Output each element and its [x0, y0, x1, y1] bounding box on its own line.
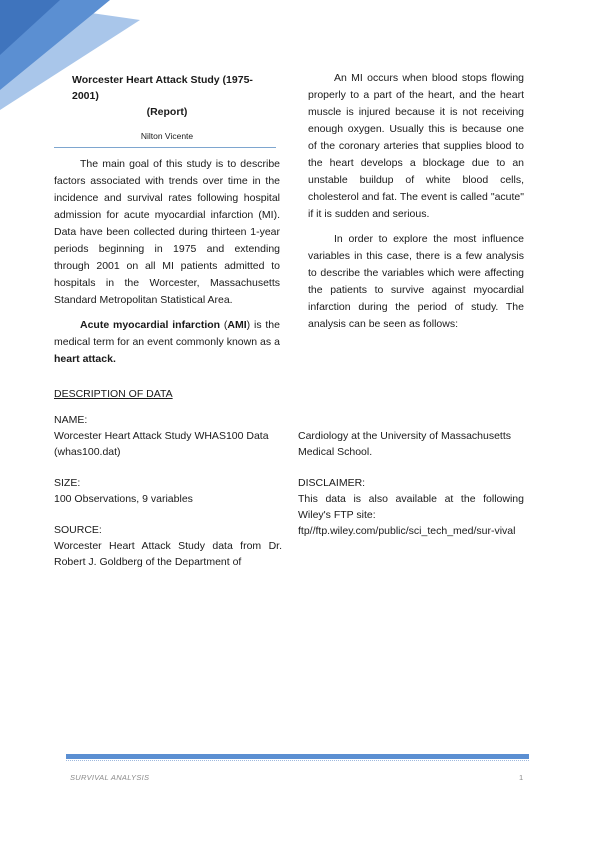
- ami-abbr: AMI: [227, 319, 247, 331]
- ami-term: Acute myocardial infarction: [80, 319, 221, 331]
- footer-bar: [66, 754, 529, 759]
- footer-dotted-line: [66, 760, 529, 762]
- mi-paragraph: An MI occurs when blood stops flowing properly to a part of the heart, and the heart muscle is injured because it is not receiving enough oxygen. Usually this is because one of the coronary arteries that supplies blood to the heart develops a blockage due to an unstable buildup of white blood cells, cholesterol and fat. The event is called "acute" if it is sudden and serious.: [308, 72, 524, 220]
- left-column: [54, 70, 280, 376]
- source-continued: [298, 428, 524, 460]
- title-divider: [54, 147, 276, 148]
- analysis-paragraph: In order to explore the most influence variables in this case, there is a few analysis to describe the variables which were affecting the patients to survive against myocardial infarction during the period of study. The analysis can be seen as follows:: [308, 233, 524, 330]
- footer-title: SURVIVAL ANALYSIS: [70, 773, 150, 782]
- name-field: [54, 412, 282, 460]
- disclaimer-value: This data is also available at the following Wiley's FTP site:: [298, 493, 524, 521]
- right-column: [308, 70, 524, 341]
- source-value: Worcester Heart Attack Study data from Dr. Robert J. Goldberg of the Department of: [54, 540, 282, 568]
- disclaimer-url: ftp//ftp.wiley.com/public/sci_tech_med/sur-vival: [298, 525, 516, 537]
- size-value: 100 Observations, 9 variables: [54, 493, 193, 505]
- source-field: [54, 522, 282, 570]
- ami-paragraph: Acute myocardial infarction (AMI) is the medical term for an event commonly known as a heart attack.: [54, 319, 280, 365]
- page-number: 1: [519, 773, 524, 782]
- heart-attack-term: heart attack.: [54, 353, 116, 365]
- report-subtitle: (Report): [146, 106, 188, 118]
- source-label: SOURCE:: [54, 524, 102, 536]
- description-heading: DESCRIPTION OF DATA: [54, 388, 173, 400]
- size-label: SIZE:: [54, 477, 81, 489]
- disclaimer-field: [298, 475, 524, 539]
- name-value: Worcester Heart Attack Study WHAS100 Data (whas100.dat): [54, 430, 269, 458]
- source-continued-text: Cardiology at the University of Massachusetts Medical School.: [298, 430, 512, 458]
- size-field: [54, 475, 282, 507]
- report-author: Nilton Vicente: [140, 131, 194, 141]
- name-label: NAME:: [54, 414, 88, 426]
- report-title: Worcester Heart Attack Study (1975-2001): [72, 74, 253, 102]
- intro-paragraph: The main goal of this study is to describe factors associated with trends over time in the incidence and survival rates following hospital admission for acute myocardial infarction (MI). Data have been collected during thirteen 1-year periods beginning in 1975 and extending through 2001 on all MI patients admitted to hospitals in the Worcester, Massachusetts Standard Metropolitan Statistical Area.: [54, 158, 280, 306]
- disclaimer-label: DISCLAIMER:: [298, 477, 366, 489]
